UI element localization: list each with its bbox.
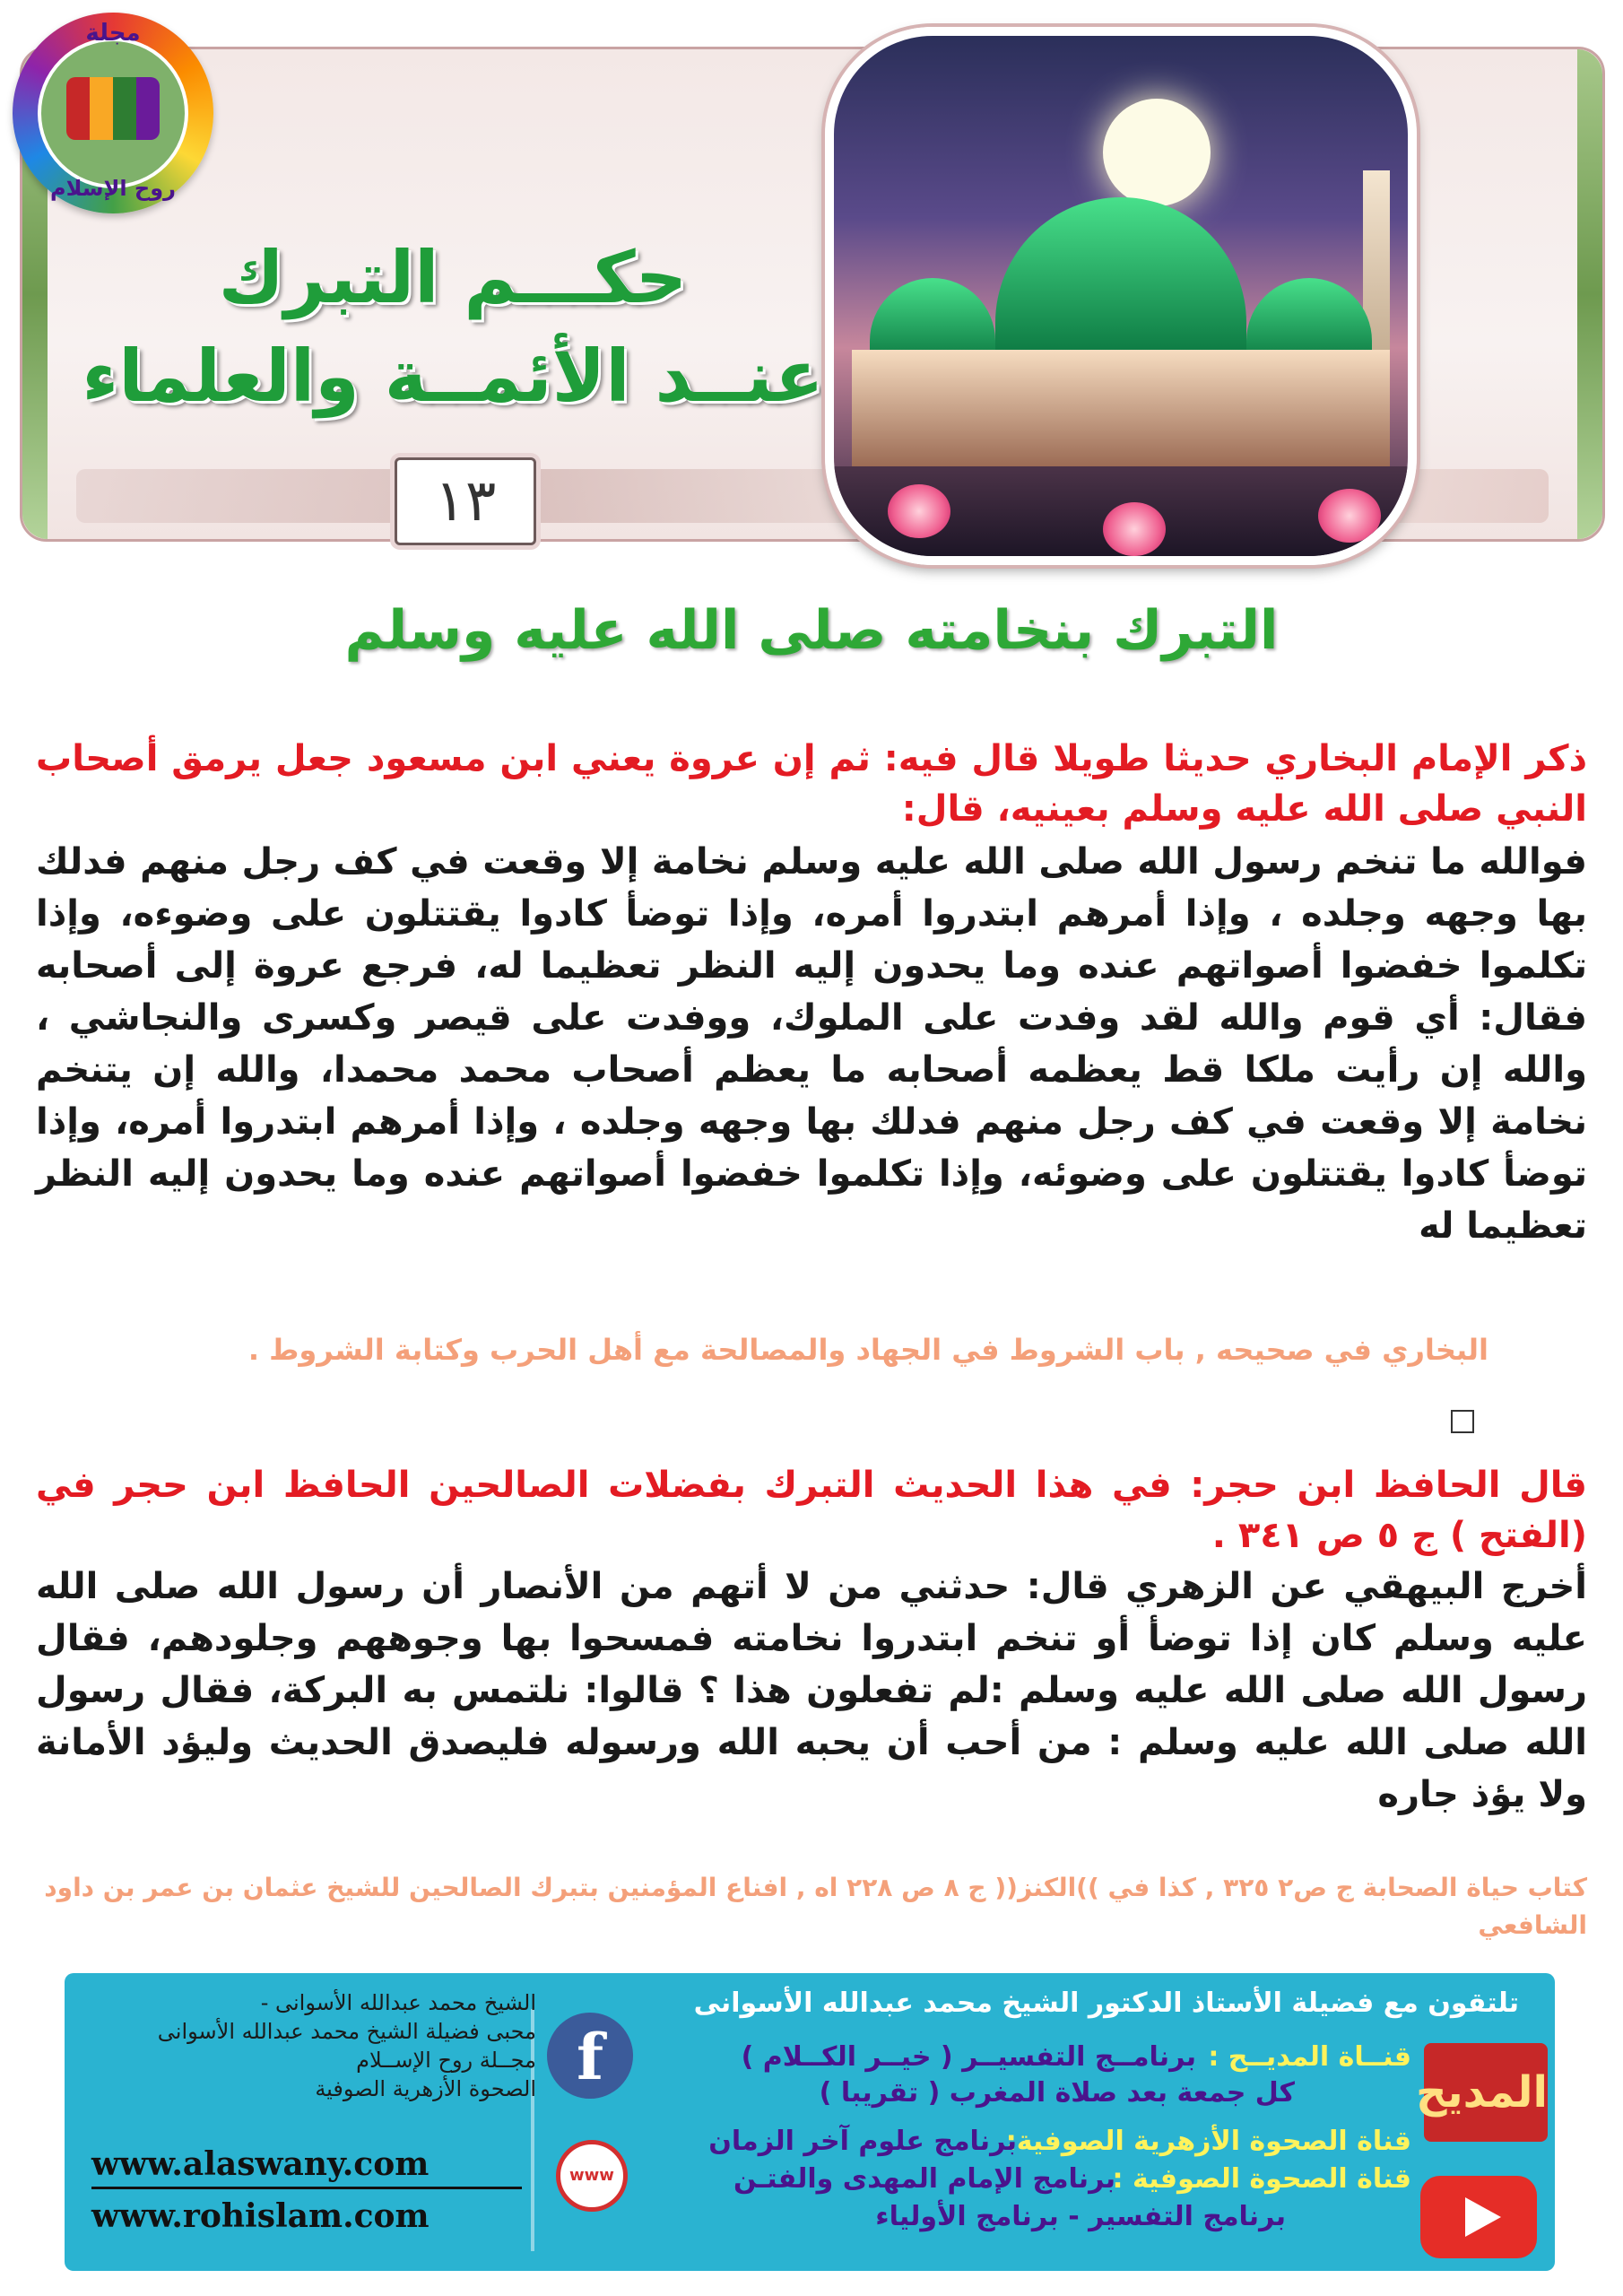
- contact-line: محبى فضيلة الشيخ محمد عبدالله الأسوانى: [157, 2019, 536, 2044]
- youtube-icon[interactable]: [1420, 2176, 1537, 2258]
- page-title: [67, 229, 838, 426]
- rose-decoration: [888, 484, 950, 538]
- source-citation: كتاب حياة الصحابة ج ص٢ ٣٢٥ , كذا في ))الكنز(( ج ٨ ص ٢٢٨ اه , افناع المؤمنين بتبرك الصالحين للشيخ عثمان بن عمر بن داود الشافعي: [44, 1873, 1587, 1940]
- main-dome: [995, 197, 1246, 350]
- logo-text-top: مجلة: [85, 20, 141, 47]
- divider: [91, 2187, 522, 2189]
- source-citation: البخاري في صحيحه , باب الشروط في الجهاد والمصالحة مع أهل الحرب وكتابة الشروط .: [247, 1333, 1488, 1367]
- contact-line: مجــلة روح الإســلام: [356, 2048, 536, 2073]
- contact-line: الشيخ محمد عبدالله الأسوانى -: [260, 1990, 536, 2015]
- azhar-program: برنامج علوم آخر الزمان: [708, 2126, 1017, 2157]
- paragraph-ibn-hajar: قال الحافظ ابن حجر: في هذا الحديث التبرك بفضلات الصالحين الحافظ ابن حجر في (الفتح ) ج ٥ ص ٣٤١ .: [36, 1465, 1587, 1556]
- paragraph-intro: ذكر الإمام البخاري حديثا طويلا قال فيه: ثم إن عروة يعني ابن مسعود جعل يرمق أصحاب النبي صلى الله عليه وسلم بعينيه، قال:: [36, 738, 1587, 830]
- facebook-icon[interactable]: f: [547, 2013, 633, 2099]
- magazine-logo: [13, 13, 213, 213]
- title-line-2: عنــد الأئمــة والعلماء: [82, 335, 824, 418]
- header-right-border: [1577, 49, 1602, 539]
- logo-text-bottom: روح الإسلام: [50, 176, 176, 201]
- checkbox-icon: [1451, 1410, 1474, 1433]
- madih-channel-label: قنــاة المديــح :: [1208, 2041, 1411, 2073]
- title-line-1: حكـــم التبرك: [218, 236, 688, 319]
- contact-line: الصحوة الأزهرية الصوفية: [315, 2076, 536, 2101]
- madih-channel-logo: المديح: [1424, 2043, 1548, 2142]
- section-title: التبرك بنخامته صلى الله عليه وسلم: [344, 599, 1279, 662]
- sufi-program: برنامج الإمام المهدى والفتـن: [733, 2163, 1115, 2195]
- paragraph-bayhaqi: أخرج البيهقي عن الزهري قال: حدثني من لا أتهم من الأنصار أن رسول الله صلى الله عليه وسلم كان إذا توضأ أو تنخم ابتدروا نخامته فمسحوا بها وجوههم وجلودهم، فقال رسول الله صلى الله عليه وسلم :لم تفعلون هذا ؟ قالوا: نلتمس به البركة، فقال رسول الله صلى الله عليه وسلم : من أحب أن يحبه الله ورسوله فليصدق الحديث وليؤد الأمانة ولا يؤذ جاره: [36, 1566, 1587, 1815]
- footer-panel: [65, 1973, 1555, 2271]
- tv-schedule: [656, 1973, 1555, 2271]
- sufi-program-2: برنامج التفسير - برنامج الأولياء: [875, 2201, 1286, 2232]
- website-link-alaswany[interactable]: www.alaswany.com: [91, 2145, 430, 2183]
- madih-time: كل جمعة بعد صلاة المغرب ( تقريبا ): [819, 2077, 1295, 2109]
- page-number: ١٣: [395, 457, 536, 545]
- logo-emblem: [38, 38, 188, 188]
- schedule-title: تلتقون مع فضيلة الأستاذ الدكتور الشيخ محمد عبدالله الأسوانى: [693, 1987, 1519, 2019]
- madih-program: برنامــج التفسيــر ( خيــر الكــلام ): [741, 2041, 1196, 2073]
- moon: [1103, 99, 1211, 206]
- azhar-channel-label: قناة الصحوة الأزهرية الصوفية:: [1005, 2126, 1411, 2157]
- mosque-building: [852, 350, 1390, 466]
- left-dome: [870, 278, 995, 359]
- right-dome: [1246, 278, 1372, 359]
- rose-decoration: [1103, 502, 1166, 556]
- rose-decoration: [1318, 489, 1381, 543]
- paragraph-hadith: فوالله ما تنخم رسول الله صلى الله عليه وسلم نخامة إلا وقعت في كف رجل منهم فدلك بها وجهه وجلده ، وإذا أمرهم ابتدروا أمره، وإذا توضأ كادوا يقتتلون على وضوءه، وإذا تكلموا خفضوا أصواتهم عنده وما يحدون إليه النظر تعظيما له، فرجع عروة إلى أصحابه فقال: أي قوم والله لقد وفدت على الملوك، ووفدت على قيصر وكسرى والنجاشي ، والله إن رأيت ملكا قط يعظمه أصحابه ما يعظم أصحاب محمد محمدا، والله إن يتنخم نخامة إلا وقعت في كف رجل منهم فدلك بها وجهه وجلده ، وإذا أمرهم ابتدروا أمره، وإذا توضأ كادوا يقتتلون على وضوئه، وإذا تكلموا خفضوا أصواتهم عنده وما يحدون إليه النظر تعظيما له: [36, 841, 1587, 1247]
- sufi-channel-label: قناة الصحوة الصوفية :: [1112, 2163, 1411, 2195]
- web-icon: www: [556, 2140, 628, 2212]
- mosque-image: [825, 27, 1417, 565]
- website-link-rohislam[interactable]: www.rohislam.com: [91, 2197, 430, 2235]
